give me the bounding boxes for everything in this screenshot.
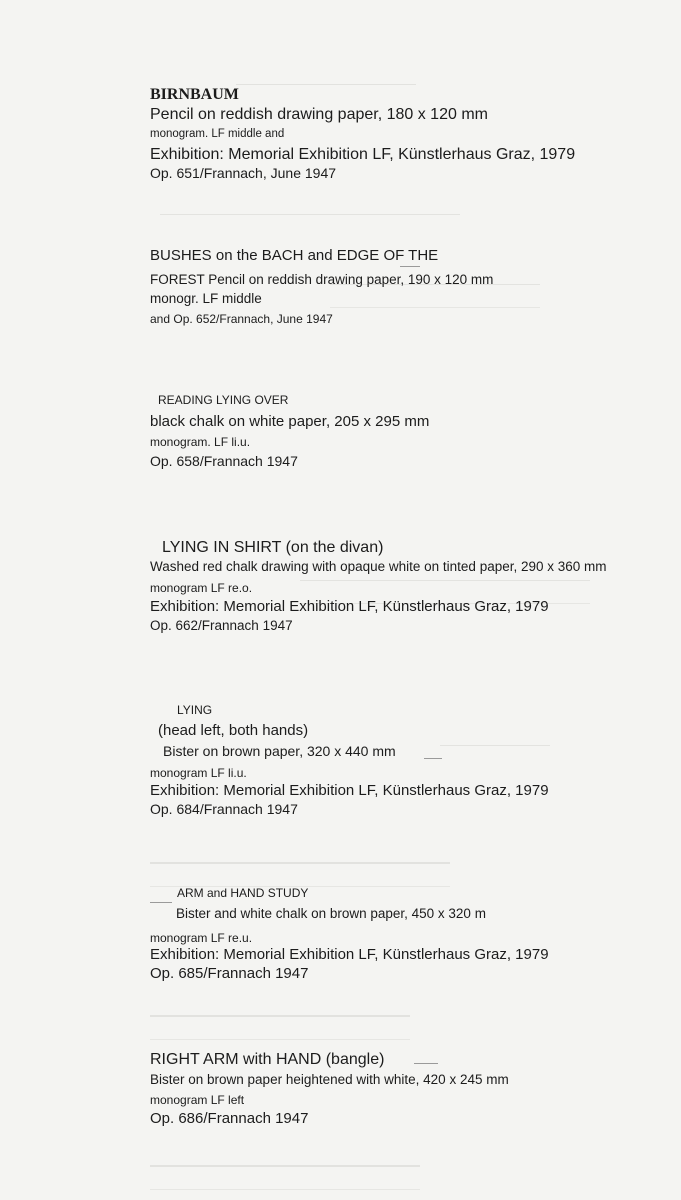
entry-signature: monogram. LF middle and — [150, 128, 285, 140]
entry-signature: monogram LF left — [150, 1093, 245, 1107]
entry-title: READING LYING OVER — [158, 393, 289, 407]
entry-signature: monogram LF re.u. — [150, 931, 253, 945]
show-through-text — [236, 84, 416, 95]
pen-mark — [424, 758, 442, 759]
entry-technique: Bister and white chalk on brown paper, 450 x 320 m — [176, 906, 486, 921]
entry-exhibition: Exhibition: Memorial Exhibition LF, Künstlerhaus Graz, 1979 — [150, 782, 549, 799]
entry-opus: Op. 686/Frannach 1947 — [150, 1110, 309, 1127]
entry-title: LYING — [177, 703, 213, 717]
entry-opus: Op. 662/Frannach 1947 — [150, 618, 293, 633]
show-through-text — [440, 745, 550, 756]
pen-mark — [414, 1063, 438, 1064]
entry-signature: monogr. LF middle — [150, 291, 262, 306]
entry-technique: black chalk on white paper, 205 x 295 mm — [150, 413, 430, 430]
entry-signature: monogram LF li.u. — [150, 766, 247, 780]
entry-exhibition: Exhibition: Memorial Exhibition LF, Künstlerhaus Graz, 1979 — [150, 146, 576, 163]
entry-subtitle: (head left, both hands) — [158, 722, 309, 739]
entry-opus: and Op. 652/Frannach, June 1947 — [150, 312, 333, 326]
entry-technique: Bister on brown paper, 320 x 440 mm — [163, 743, 396, 759]
entry-exhibition: Exhibition: Memorial Exhibition LF, Künstlerhaus Graz, 1979 — [150, 598, 549, 615]
show-through-text — [160, 214, 460, 229]
entry-opus: Op. 658/Frannach 1947 — [150, 453, 298, 469]
entry-signature: monogram LF re.o. — [150, 581, 253, 595]
pen-mark — [400, 266, 420, 267]
entry-title: ARM and HAND STUDY — [177, 886, 309, 900]
entry-technique: Bister on brown paper heightened with white, 420 x 245 mm — [150, 1072, 509, 1087]
show-through-text — [150, 1015, 410, 1040]
entry-technique: Washed red chalk drawing with opaque white on tinted paper, 290 x 360 mm — [150, 559, 607, 574]
entry-opus: Op. 651/Frannach, June 1947 — [150, 165, 337, 181]
entry-title: LYING IN SHIRT (on the divan) — [162, 539, 384, 556]
show-through-text — [150, 1165, 420, 1190]
entry-technique: FOREST Pencil on reddish drawing paper, 190 x 120 mm — [150, 272, 494, 287]
entry-signature: monogram. LF li.u. — [150, 435, 251, 449]
entry-title: BUSHES on the BACH and EDGE OF THE — [150, 247, 439, 264]
pen-mark — [150, 902, 172, 903]
show-through-text — [150, 862, 450, 887]
entry-technique: Pencil on reddish drawing paper, 180 x 120 mm — [150, 106, 488, 123]
entry-title: BIRNBAUM — [150, 86, 239, 103]
entry-exhibition: Exhibition: Memorial Exhibition LF, Künstlerhaus Graz, 1979 — [150, 946, 549, 963]
entry-title: RIGHT ARM with HAND (bangle) — [150, 1051, 385, 1068]
entry-opus: Op. 685/Frannach 1947 — [150, 965, 309, 982]
entry-opus: Op. 684/Frannach 1947 — [150, 801, 298, 817]
